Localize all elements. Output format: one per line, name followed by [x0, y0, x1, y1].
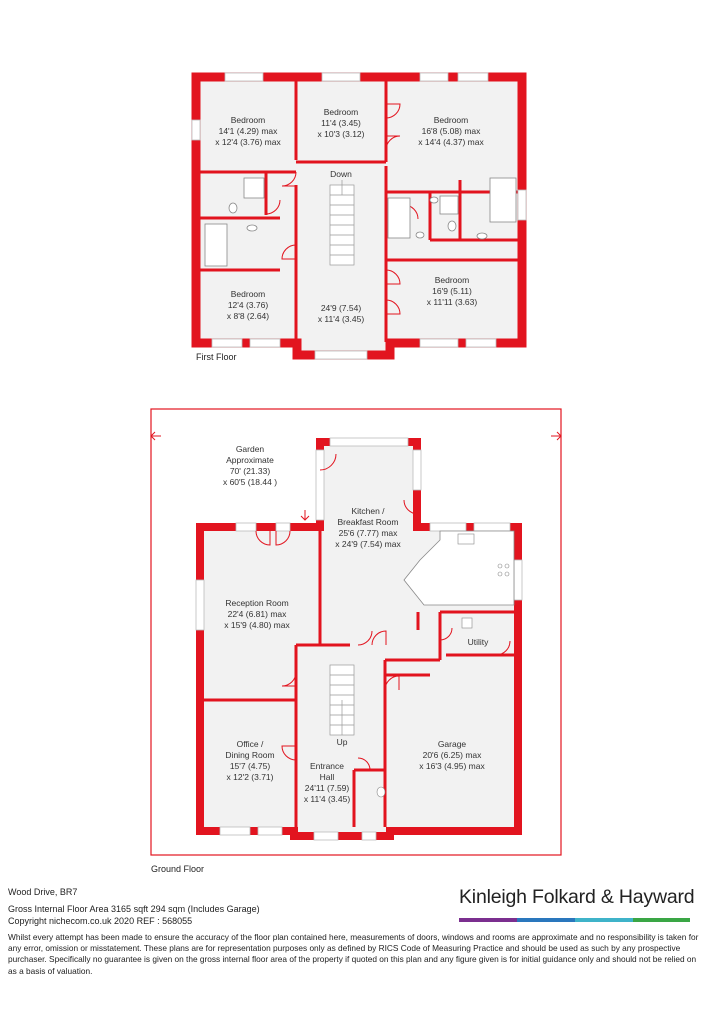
- brand-bar-teal: [575, 918, 633, 922]
- hall-label-2: Hall: [319, 772, 335, 782]
- garden-label-1: Garden: [235, 444, 265, 454]
- first-room-1-dim-a: 14'1 (4.29) max: [218, 126, 278, 136]
- kitchen-label-4: x 24'9 (7.54) max: [335, 539, 401, 549]
- office-label-4: x 12'2 (3.71): [226, 772, 274, 782]
- first-room-6-dim-b: x 11'11 (3.63): [426, 297, 478, 307]
- reception-label-1: Reception Room: [225, 598, 289, 608]
- hall-label-3: 24'11 (7.59): [304, 783, 350, 793]
- first-room-2-dim-a: 11'4 (3.45): [321, 118, 361, 128]
- first-landing-dim-b: x 11'4 (3.45): [317, 314, 365, 324]
- first-room-4-dim-a: 12'4 (3.76): [227, 300, 269, 310]
- office-label-3: 15'7 (4.75): [229, 761, 271, 771]
- first-room-4-name: Bedroom: [230, 289, 266, 299]
- first-landing-dim-a: 24'9 (7.54): [320, 303, 362, 313]
- disclaimer: Whilst every attempt has been made to ensure the accuracy of the floor plan contained here, measurements of doors, windows and rooms are approximate and no responsibility is taken for any error, omission or misstatement. These plans are for representation purposes only as defined by RICS Code of Measuring Practice and should be used as such by any prospective purchaser. Specifically no guarantee is given on the gross internal floor area of the property if quoted on this plan and any figure given is for initial guidance only and should not be relied on as a basis of valuation.: [8, 932, 699, 976]
- garage-label-2: 20'6 (6.25) max: [422, 750, 482, 760]
- ground-stair-label: Up: [336, 737, 348, 747]
- first-room-6-dim-a: 16'9 (5.11): [432, 286, 472, 296]
- first-room-1-name: Bedroom: [230, 115, 266, 125]
- ground-floor-caption: Ground Floor: [151, 864, 205, 874]
- first-floor-plan: [192, 73, 526, 362]
- garden-label-2: Approximate: [226, 455, 274, 465]
- first-room-3-dim-a: 16'8 (5.08) max: [421, 126, 481, 136]
- first-room-3-name: Bedroom: [433, 115, 469, 125]
- garage-label-3: x 16'3 (4.95) max: [419, 761, 485, 771]
- first-room-6-name: Bedroom: [434, 275, 470, 285]
- garage-label-1: Garage: [437, 739, 467, 749]
- brand-bar-blue: [517, 918, 575, 922]
- property-address: Wood Drive, BR7: [8, 887, 78, 897]
- ground-floor-plan: [151, 409, 561, 874]
- brand-logo: Kinleigh Folkard & Hayward: [459, 886, 695, 908]
- reception-label-2: 22'4 (6.81) max: [227, 609, 287, 619]
- utility-label: Utility: [467, 637, 489, 647]
- brand-bar-purple: [459, 918, 517, 922]
- kitchen-label-2: Breakfast Room: [337, 517, 399, 527]
- garden-label-4: x 60'5 (18.44 ): [222, 477, 278, 487]
- first-room-3-dim-b: x 14'4 (4.37) max: [418, 137, 484, 147]
- hall-label-4: x 11'4 (3.45): [303, 794, 351, 804]
- ground-floor-stairs: [330, 665, 354, 735]
- copyright: Copyright nichecom.co.uk 2020 REF : 568055: [8, 916, 193, 926]
- first-floor-caption: First Floor: [196, 352, 237, 362]
- kitchen-label-1: Kitchen /: [351, 506, 385, 516]
- first-room-2-dim-b: x 10'3 (3.12): [317, 129, 365, 139]
- floor-area: Gross Internal Floor Area 3165 sqft 294 sqm (Includes Garage): [8, 904, 260, 914]
- office-label-2: Dining Room: [225, 750, 275, 760]
- first-room-2-name: Bedroom: [323, 107, 359, 117]
- garden-label-3: 70' (21.33): [229, 466, 271, 476]
- first-floor-stairs: [330, 180, 354, 265]
- first-room-4-dim-b: x 8'8 (2.64): [226, 311, 270, 321]
- reception-label-3: x 15'9 (4.80) max: [224, 620, 290, 630]
- first-room-1-dim-b: x 12'4 (3.76) max: [215, 137, 281, 147]
- office-label-1: Office /: [236, 739, 264, 749]
- hall-label-1: Entrance: [309, 761, 345, 771]
- brand-bar-green: [633, 918, 690, 922]
- first-stair-label: Down: [330, 169, 352, 179]
- kitchen-label-3: 25'6 (7.77) max: [338, 528, 398, 538]
